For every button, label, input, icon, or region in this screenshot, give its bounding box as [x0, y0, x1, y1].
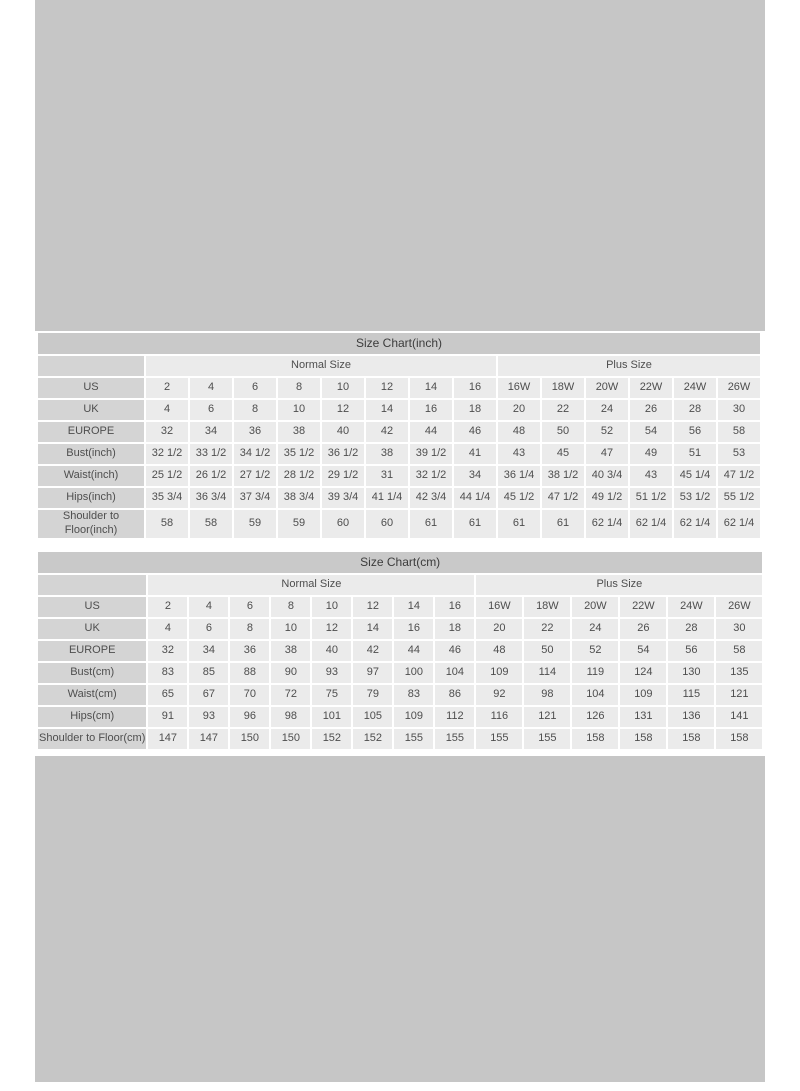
size-cell: 93	[189, 707, 228, 727]
size-cell: 14	[394, 597, 433, 617]
size-cell: 43	[498, 444, 540, 464]
size-cell: 8	[278, 378, 320, 398]
size-cell: 40	[312, 641, 351, 661]
size-cell: 130	[668, 663, 714, 683]
size-cell: 39 1/2	[410, 444, 452, 464]
size-cell: 22W	[620, 597, 666, 617]
size-cell: 67	[189, 685, 228, 705]
size-cell: 26W	[718, 378, 760, 398]
content-column	[35, 0, 765, 1082]
size-cell: 34	[189, 641, 228, 661]
size-cell: 61	[454, 510, 496, 538]
size-cell: 83	[148, 663, 187, 683]
size-cell: 150	[271, 729, 310, 749]
size-cell: 116	[476, 707, 522, 727]
size-cell: 35 3/4	[146, 488, 188, 508]
size-cell: 32	[146, 422, 188, 442]
size-cell: 158	[716, 729, 762, 749]
size-cell: 28	[674, 400, 716, 420]
row-label: EUROPE	[38, 422, 144, 442]
size-cell: 93	[312, 663, 351, 683]
size-cell: 54	[630, 422, 672, 442]
table-row	[38, 488, 760, 508]
size-cell: 28 1/2	[278, 466, 320, 486]
size-cell: 22	[524, 619, 570, 639]
table-row	[38, 685, 762, 705]
size-cell: 49 1/2	[586, 488, 628, 508]
table-row	[38, 663, 762, 683]
size-cell: 43	[630, 466, 672, 486]
size-cell: 51	[674, 444, 716, 464]
size-cell: 56	[668, 641, 714, 661]
size-cell: 32	[148, 641, 187, 661]
size-cell: 36 1/2	[322, 444, 364, 464]
size-cell: 83	[394, 685, 433, 705]
size-cell: 112	[435, 707, 474, 727]
size-cell: 61	[498, 510, 540, 538]
size-cell: 72	[271, 685, 310, 705]
size-cell: 4	[189, 597, 228, 617]
size-cell: 18W	[524, 597, 570, 617]
size-cell: 4	[146, 400, 188, 420]
size-cell: 20	[476, 619, 522, 639]
table-row	[38, 619, 762, 639]
size-cell: 8	[230, 619, 269, 639]
size-cell: 98	[524, 685, 570, 705]
size-cell: 158	[572, 729, 618, 749]
table-row	[38, 707, 762, 727]
table-row	[38, 444, 760, 464]
size-cell: 16	[454, 378, 496, 398]
size-cell: 100	[394, 663, 433, 683]
size-cell: 25 1/2	[146, 466, 188, 486]
size-cell: 12	[353, 597, 392, 617]
size-cell: 96	[230, 707, 269, 727]
size-cell: 104	[572, 685, 618, 705]
size-cell: 88	[230, 663, 269, 683]
group-header: Normal Size	[146, 356, 496, 376]
size-cell: 92	[476, 685, 522, 705]
size-cell: 6	[189, 619, 228, 639]
size-cell: 8	[234, 400, 276, 420]
size-cell: 34	[190, 422, 232, 442]
size-cell: 45 1/4	[674, 466, 716, 486]
size-cell: 152	[312, 729, 351, 749]
size-cell: 28	[668, 619, 714, 639]
size-cell: 38 1/2	[542, 466, 584, 486]
size-cell: 124	[620, 663, 666, 683]
size-cell: 109	[620, 685, 666, 705]
size-cell: 62 1/4	[674, 510, 716, 538]
size-cell: 16W	[498, 378, 540, 398]
size-cell: 62 1/4	[586, 510, 628, 538]
size-chart-cm-table	[36, 550, 764, 751]
size-cell: 155	[394, 729, 433, 749]
size-cell: 61	[410, 510, 452, 538]
size-cell: 48	[498, 422, 540, 442]
size-cell: 59	[278, 510, 320, 538]
size-cell: 79	[353, 685, 392, 705]
size-cell: 10	[312, 597, 351, 617]
size-cell: 14	[410, 378, 452, 398]
size-cell: 58	[718, 422, 760, 442]
size-cell: 36 1/4	[498, 466, 540, 486]
row-label: Shoulder to Floor(cm)	[38, 729, 146, 749]
size-cell: 52	[586, 422, 628, 442]
size-cell: 158	[620, 729, 666, 749]
size-cell: 105	[353, 707, 392, 727]
size-cell: 26W	[716, 597, 762, 617]
size-cell: 24	[586, 400, 628, 420]
size-cell: 141	[716, 707, 762, 727]
size-cell: 42	[353, 641, 392, 661]
table-title: Size Chart(inch)	[38, 333, 760, 354]
size-cell: 27 1/2	[234, 466, 276, 486]
size-cell: 24	[572, 619, 618, 639]
size-cell: 155	[524, 729, 570, 749]
size-cell: 47 1/2	[542, 488, 584, 508]
table-row	[38, 597, 762, 617]
size-cell: 109	[476, 663, 522, 683]
size-cell: 26 1/2	[190, 466, 232, 486]
size-cell: 6	[190, 400, 232, 420]
group-header: Normal Size	[148, 575, 474, 595]
image-placeholder-bottom	[35, 756, 765, 1082]
size-cell: 24W	[674, 378, 716, 398]
size-cell: 24W	[668, 597, 714, 617]
size-cell: 47 1/2	[718, 466, 760, 486]
size-cell: 158	[668, 729, 714, 749]
row-label: EUROPE	[38, 641, 146, 661]
size-cell: 42	[366, 422, 408, 442]
size-cell: 44	[394, 641, 433, 661]
size-cell: 135	[716, 663, 762, 683]
size-chart-inch-table	[36, 331, 762, 540]
size-cell: 18W	[542, 378, 584, 398]
size-cell: 16W	[476, 597, 522, 617]
size-cell: 34	[454, 466, 496, 486]
size-cell: 12	[322, 400, 364, 420]
size-cell: 44	[410, 422, 452, 442]
size-cell: 121	[716, 685, 762, 705]
size-cell: 59	[234, 510, 276, 538]
size-cell: 2	[146, 378, 188, 398]
size-cell: 12	[366, 378, 408, 398]
size-cell: 52	[572, 641, 618, 661]
corner-cell	[38, 575, 146, 595]
size-cell: 104	[435, 663, 474, 683]
size-cell: 41	[454, 444, 496, 464]
size-cell: 86	[435, 685, 474, 705]
size-cell: 12	[312, 619, 351, 639]
size-cell: 39 3/4	[322, 488, 364, 508]
size-cell: 37 3/4	[234, 488, 276, 508]
size-cell: 36	[234, 422, 276, 442]
row-label: Bust(inch)	[38, 444, 144, 464]
size-cell: 147	[148, 729, 187, 749]
size-cell: 75	[312, 685, 351, 705]
size-cell: 26	[620, 619, 666, 639]
size-cell: 150	[230, 729, 269, 749]
table-title: Size Chart(cm)	[38, 552, 762, 573]
size-cell: 136	[668, 707, 714, 727]
size-cell: 45	[542, 444, 584, 464]
size-cell: 61	[542, 510, 584, 538]
size-cell: 2	[148, 597, 187, 617]
size-cell: 97	[353, 663, 392, 683]
size-cell: 36	[230, 641, 269, 661]
size-cell: 14	[366, 400, 408, 420]
size-cell: 20W	[586, 378, 628, 398]
size-cell: 30	[718, 400, 760, 420]
size-cell: 155	[476, 729, 522, 749]
size-cell: 101	[312, 707, 351, 727]
size-cell: 65	[148, 685, 187, 705]
size-cell: 155	[435, 729, 474, 749]
size-cell: 34 1/2	[234, 444, 276, 464]
size-cell: 41 1/4	[366, 488, 408, 508]
size-cell: 33 1/2	[190, 444, 232, 464]
size-cell: 40 3/4	[586, 466, 628, 486]
size-cell: 18	[454, 400, 496, 420]
row-label: US	[38, 597, 146, 617]
size-cell: 10	[278, 400, 320, 420]
size-cell: 4	[190, 378, 232, 398]
size-cell: 6	[230, 597, 269, 617]
size-cell: 16	[435, 597, 474, 617]
size-cell: 35 1/2	[278, 444, 320, 464]
size-cell: 38	[278, 422, 320, 442]
size-cell: 55 1/2	[718, 488, 760, 508]
table-title-row	[38, 333, 760, 354]
size-cell: 131	[620, 707, 666, 727]
size-cell: 62 1/4	[718, 510, 760, 538]
size-cell: 10	[271, 619, 310, 639]
size-cell: 18	[435, 619, 474, 639]
row-label: Hips(cm)	[38, 707, 146, 727]
size-cell: 58	[716, 641, 762, 661]
size-cell: 60	[366, 510, 408, 538]
size-cell: 49	[630, 444, 672, 464]
size-cell: 16	[394, 619, 433, 639]
size-cell: 58	[190, 510, 232, 538]
group-header-row	[38, 356, 760, 376]
size-cell: 91	[148, 707, 187, 727]
size-cell: 48	[476, 641, 522, 661]
group-header-row	[38, 575, 762, 595]
size-cell: 50	[542, 422, 584, 442]
table-row	[38, 466, 760, 486]
size-cell: 20W	[572, 597, 618, 617]
size-cell: 121	[524, 707, 570, 727]
size-cell: 152	[353, 729, 392, 749]
size-cell: 40	[322, 422, 364, 442]
size-cell: 32 1/2	[410, 466, 452, 486]
size-cell: 44 1/4	[454, 488, 496, 508]
table-row	[38, 422, 760, 442]
size-cell: 98	[271, 707, 310, 727]
table-row	[38, 378, 760, 398]
size-cell: 70	[230, 685, 269, 705]
size-cell: 6	[234, 378, 276, 398]
size-cell: 20	[498, 400, 540, 420]
size-chart-section	[35, 331, 765, 751]
table-row	[38, 641, 762, 661]
table-row	[38, 510, 760, 538]
corner-cell	[38, 356, 144, 376]
row-label: UK	[38, 400, 144, 420]
group-header: Plus Size	[476, 575, 762, 595]
size-cell: 45 1/2	[498, 488, 540, 508]
row-label: Bust(cm)	[38, 663, 146, 683]
size-cell: 126	[572, 707, 618, 727]
size-cell: 56	[674, 422, 716, 442]
size-cell: 114	[524, 663, 570, 683]
size-cell: 119	[572, 663, 618, 683]
size-cell: 22	[542, 400, 584, 420]
table-title-row	[38, 552, 762, 573]
size-cell: 90	[271, 663, 310, 683]
size-cell: 16	[410, 400, 452, 420]
size-cell: 85	[189, 663, 228, 683]
size-cell: 14	[353, 619, 392, 639]
table-row	[38, 400, 760, 420]
size-cell: 54	[620, 641, 666, 661]
size-cell: 42 3/4	[410, 488, 452, 508]
row-label: US	[38, 378, 144, 398]
size-cell: 109	[394, 707, 433, 727]
size-cell: 46	[435, 641, 474, 661]
size-cell: 26	[630, 400, 672, 420]
size-cell: 53	[718, 444, 760, 464]
size-cell: 32 1/2	[146, 444, 188, 464]
row-label: Waist(cm)	[38, 685, 146, 705]
size-cell: 50	[524, 641, 570, 661]
size-cell: 22W	[630, 378, 672, 398]
size-cell: 60	[322, 510, 364, 538]
size-cell: 4	[148, 619, 187, 639]
size-cell: 115	[668, 685, 714, 705]
size-cell: 8	[271, 597, 310, 617]
row-label: UK	[38, 619, 146, 639]
size-cell: 10	[322, 378, 364, 398]
table-row	[38, 729, 762, 749]
size-cell: 30	[716, 619, 762, 639]
size-cell: 53 1/2	[674, 488, 716, 508]
size-cell: 38	[366, 444, 408, 464]
size-cell: 36 3/4	[190, 488, 232, 508]
size-cell: 147	[189, 729, 228, 749]
row-label: Shoulder to Floor(inch)	[38, 510, 144, 538]
size-cell: 46	[454, 422, 496, 442]
size-cell: 29 1/2	[322, 466, 364, 486]
size-cell: 47	[586, 444, 628, 464]
size-cell: 58	[146, 510, 188, 538]
size-cell: 38	[271, 641, 310, 661]
size-cell: 62 1/4	[630, 510, 672, 538]
row-label: Waist(inch)	[38, 466, 144, 486]
size-cell: 31	[366, 466, 408, 486]
size-cell: 51 1/2	[630, 488, 672, 508]
row-label: Hips(inch)	[38, 488, 144, 508]
image-placeholder-top	[35, 0, 765, 331]
size-cell: 38 3/4	[278, 488, 320, 508]
group-header: Plus Size	[498, 356, 760, 376]
